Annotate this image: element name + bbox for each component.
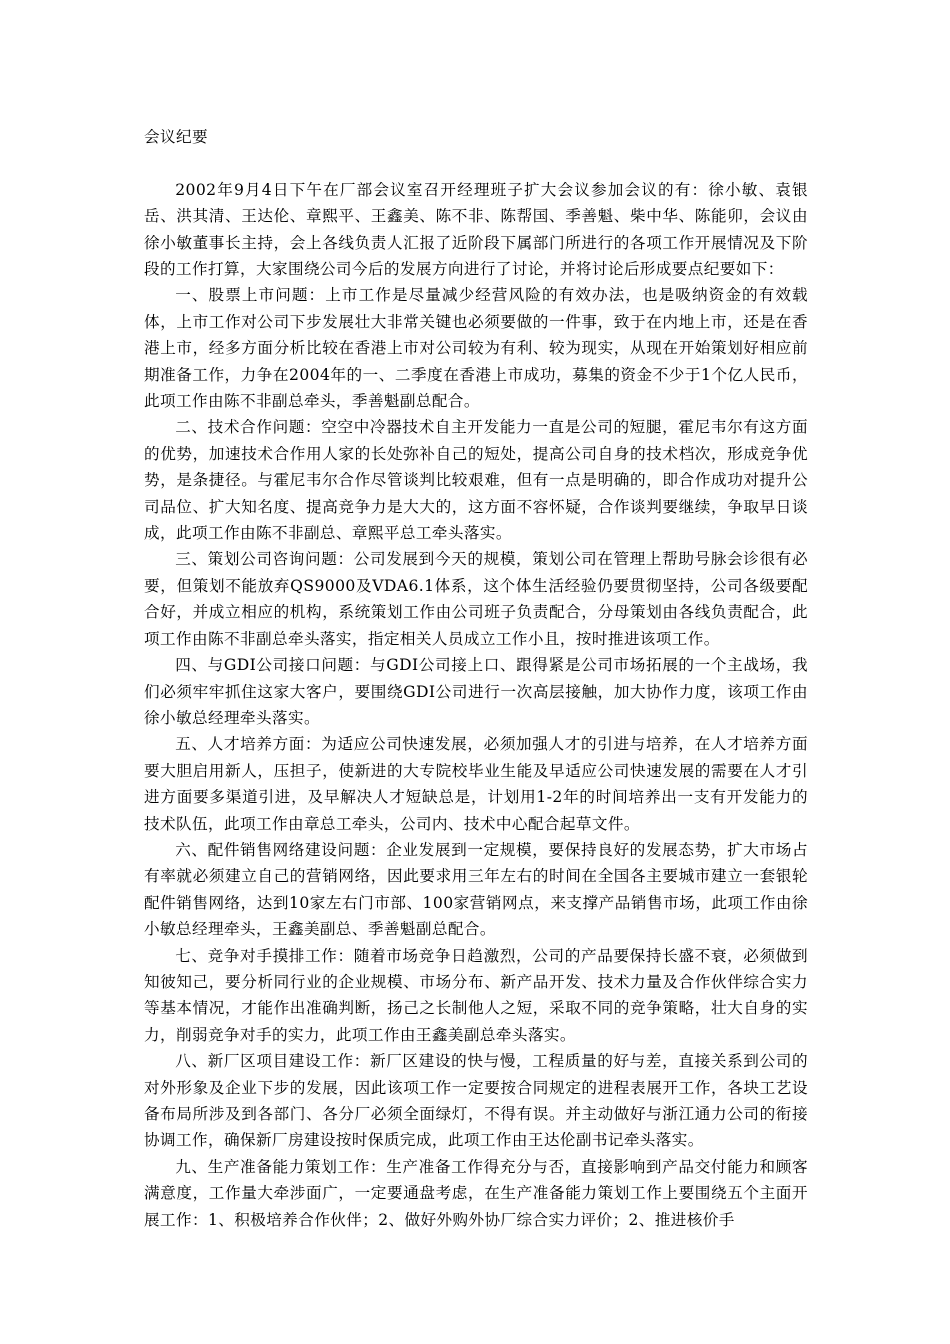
paragraph-item-4: 四、与GDI公司接口问题：与GDI公司接上口、跟得紧是公司市场拓展的一个主战场，我们必须牢牢抓住这家大客户，要围绕GDI公司进行一次高层接触，加大协作力度，该项工作由徐小敏总经理牵头落实。	[144, 656, 808, 727]
paragraph-item-9: 九、生产准备能力策划工作：生产准备工作得充分与否，直接影响到产品交付能力和顾客满意度，工作量大牵涉面广，一定要通盘考虑，在生产准备能力策划工作上要围绕五个主面开展工作：1、积极培养合作伙伴；2、做好外购外协厂综合实力评价；2、推进核价手	[144, 1157, 808, 1229]
paragraph-item-2: 二、技术合作问题：空空中冷器技术自主开发能力一直是公司的短腿，霍尼韦尔有这方面的优势，加速技术合作用人家的长处弥补自己的短处，提高公司自身的技术档次，形成竞争优势，是条捷径。与霍尼韦尔合作尽管谈判比较艰难，但有一点是明确的，即合作成功对提升公司品位、扩大知名度、提高竞争力是大大的，这方面不容怀疑，合作谈判要继续，争取早日谈成，此项工作由陈不非副总、章熙平总工牵头落实。	[144, 418, 808, 543]
paragraph-item-1: 一、股票上市问题：上市工作是尽量减少经营风险的有效办法，也是吸纳资金的有效载体，上市工作对公司下步发展壮大非常关键也必须要做的一件事，致于在内地上市，还是在香港上市，经多方面分析比较在香港上市对公司较为有利、较为现实，从现在开始策划好相应前期准备工作，力争在2004年的一、二季度在香港上市成功，募集的资金不少于1个亿人民币，此项工作由陈不非副总牵头，季善魁副总配合。	[144, 286, 808, 411]
document-page	[144, 120, 808, 1233]
paragraph-intro: 2002年9月4日下午在厂部会议室召开经理班子扩大会议参加会议的有：徐小敏、袁银岳、洪其清、王达伦、章熙平、王鑫美、陈不非、陈帮国、季善魁、柴中华、陈能卯，会议由徐小敏董事长主持，会上各线负责人汇报了近阶段下属部门所进行的各项工作开展情况及下阶段的工作打算，大家围绕公司今后的发展方向进行了讨论，并将讨论后形成要点纪要如下：	[144, 180, 808, 279]
paragraph-item-7: 七、竞争对手摸排工作：随着市场竞争日趋激烈，公司的产品要保持长盛不衰，必须做到知彼知己，要分析同行业的企业规模、市场分布、新产品开发、技术力量及合作伙伴综合实力等基本情况，才能作出准确判断，扬己之长制他人之短，采取不同的竞争策略，壮大自身的实力，削弱竞争对手的实力，此项工作由王鑫美副总牵头落实。	[144, 946, 808, 1044]
document-title: 会议纪要	[144, 128, 208, 146]
paragraph-item-8: 八、新厂区项目建设工作：新厂区建设的快与慢，工程质量的好与差，直接关系到公司的对外形象及企业下步的发展，因此该项工作一定要按合同规定的进程表展开工作，各块工艺设备布局所涉及到各部门、各分厂必须全面绿灯，不得有误。并主动做好与浙江通力公司的衔接协调工作，确保新厂房建设按时保质完成，此项工作由王达伦副书记牵头落实。	[144, 1052, 808, 1150]
paragraph-item-6: 六、配件销售网络建设问题：企业发展到一定规模，要保持良好的发展态势，扩大市场占有率就必须建立自己的营销网络，因此要求用三年左右的时间在全国各主要城市建立一套银轮配件销售网络，达到10家左右门市部、100家营销网点，来支撑产品销售市场，此项工作由徐小敏总经理牵头，王鑫美副总、季善魁副总配合。	[144, 840, 808, 939]
paragraph-item-3: 三、策划公司咨询问题：公司发展到今天的规模，策划公司在管理上帮助号脉会诊很有必要，但策划不能放弃QS9000及VDA6.1体系，这个体生活经验仍要贯彻坚持，公司各级要配合好，并成立相应的机构，系统策划工作由公司班子负责配合，分母策划由各线负责配合，此项工作由陈不非副总牵头落实，指定相关人员成立工作小且，按时推进该项工作。	[144, 550, 808, 648]
paragraph-item-5: 五、人才培养方面：为适应公司快速发展，必须加强人才的引进与培养，在人才培养方面要大胆启用新人，压担子，使新进的大专院校毕业生能及早适应公司快速发展的需要在人才引进方面要多渠道引进，及早解决人才短缺总是，计划用1-2年的时间培养出一支有开发能力的技术队伍，此项工作由章总工牵头，公司内、技术中心配合起草文件。	[144, 735, 808, 833]
